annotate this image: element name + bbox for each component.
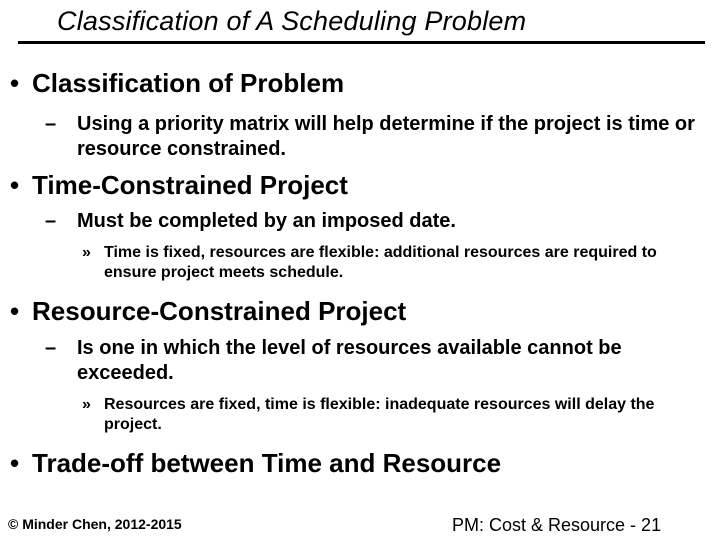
sub-point-text: Using a priority matrix will help determine if the project is time or resource constrained.: [77, 113, 695, 160]
footer-page-label: PM: Cost & Resource - 21: [452, 515, 662, 535]
bullet-time-constrained-project: [10, 170, 348, 201]
bullet-trade-off: [10, 448, 501, 479]
bullet-icon: •: [10, 170, 20, 200]
bullet-classification-of-problem: [10, 68, 344, 99]
bullet-resource-constrained-project: [10, 296, 406, 327]
sub-point-text: Is one in which the level of resources available cannot be exceeded.: [77, 337, 622, 384]
title-underline: [18, 41, 705, 44]
bullet-heading: Trade-off between Time and Resource: [32, 448, 502, 478]
bullet-icon: •: [10, 68, 20, 98]
detail-time-fixed: [82, 243, 707, 283]
detail-resources-fixed: [82, 395, 707, 435]
footer-copyright: © Minder Chen, 2012-2015: [8, 516, 182, 532]
sub-point-imposed-date: [45, 209, 715, 234]
sub-point-priority-matrix: [45, 112, 715, 162]
bullet-heading: Time-Constrained Project: [32, 170, 348, 200]
dash-icon: –: [45, 337, 57, 359]
slide-title: Classification of A Scheduling Problem: [57, 6, 527, 36]
sub-point-text: Must be completed by an imposed date.: [77, 210, 456, 232]
detail-text: Resources are fixed, time is flexible: inadequate resources will delay the project.: [104, 396, 655, 433]
bullet-heading: Classification of Problem: [32, 68, 345, 98]
dash-icon: –: [45, 113, 57, 135]
detail-text: Time is fixed, resources are flexible: additional resources are required to ensure project meets schedule.: [104, 244, 657, 281]
chevron-right-icon: »: [82, 244, 91, 261]
chevron-right-icon: »: [82, 396, 91, 413]
dash-icon: –: [45, 210, 57, 232]
sub-point-resource-level: [45, 336, 715, 386]
bullet-icon: •: [10, 296, 20, 326]
bullet-icon: •: [10, 448, 20, 478]
bullet-heading: Resource-Constrained Project: [32, 296, 407, 326]
